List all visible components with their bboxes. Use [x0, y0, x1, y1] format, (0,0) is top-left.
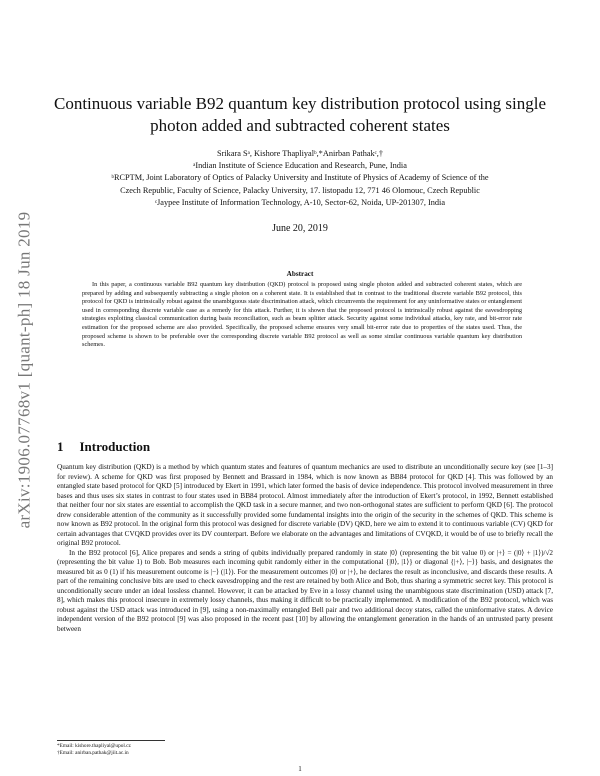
- paragraph: In the B92 protocol [6], Alice prepares and sends a string of qubits individually prepared randomly in state |0⟩ (representing the bit value 0) or |+⟩ = (|0⟩ + |1⟩)/√2 (representing the bit value 1) to Bob. Bob measures each incoming qubit randomly either in the computational {|0⟩, |1⟩} or diagonal {|+⟩, |−⟩} basis, and designates the measured bit as 0 (1) if his measurement outcome is |−⟩ (|1⟩). For the measurement outcomes |0⟩ or |+⟩, he declares the result as inconclusive, and discards these results. A part of the remaining conclusive bits are used to check eavesdropping and the rest are retained by both Alice and Bob, thus sharing a symmetric secret key. This protocol is unconditionally secure under an ideal lossless channel. However, it can be attacked by Eve in a lossy channel using the unambiguous state discrimination (USD) attack [7, 8], which makes this protocol insecure in extremely lossy channels, thus making it difficult to be practically implemented. A modification of the B92 protocol, which was robust against the USD attack was introduced in [9], using a non-maximally entangled Bell pair and two additional decoy states, called the uninformative states. A device independent version of the B92 protocol [9] was also proposed in the recent past [10] by allowing the entanglement generation in the hands of an untrusted party present between: [57, 548, 553, 633]
- footnote-email-1: *Email: kishore.thapliyal@upol.cz: [57, 743, 131, 749]
- abstract-heading: Abstract: [286, 270, 314, 278]
- author-block: [60, 148, 540, 209]
- footnote-rule: [57, 740, 165, 741]
- section-heading: [57, 439, 150, 455]
- footnotes: [57, 743, 131, 757]
- abstract-text: In this paper, a continuous variable B92 quantum key distribution (QKD) protocol is proposed using single photon added and subtracted coherent states, which are prepared by adding and subsequently subtracting a single photon on a coherent state. It is established that in contrast to the traditional discrete variable B92 protocol, this protocol for QKD is intrinsically robust against the unambiguous state discrimination attack, which circumvents the requirement for any uninformative states or entanglement used in corresponding discrete variable case as a remedy for this attack. Further, it is shown that the proposed protocol is intrinsically robust against the eavesdropping strategies exploiting classical communication during basis reconciliation, such as beam splitter attack. Security against some individual attacks, key rate, and bit-error rate estimation for the proposed scheme are also provided. Specifically, the proposed scheme ensures very small bit-error rate due to properties of the states used. Thus, the proposed scheme is shown to be preferable over the corresponding discrete variable B92 protocol as well as some similar continuous variable quantum key distribution schemes.: [82, 281, 522, 349]
- affiliation-3: ᶜJaypee Institute of Information Technology, A-10, Sector-62, Noida, UP-201307, India: [154, 197, 446, 207]
- section-number: 1: [57, 439, 64, 454]
- title-line-1: Continuous variable B92 quantum key distribution protocol using single: [53, 94, 546, 113]
- paragraph: Quantum key distribution (QKD) is a method by which quantum states and features of quantum mechanics are used to distribute an unconditionally secure key (see [1–3] for review). A scheme for QKD was first proposed by Bennett and Brassard in 1984, which is now known as BB84 protocol for QKD [4]. This was followed by an entangled state based protocol for QKD [5] introduced by Ekert in 1991, which later formed the basis of device independence. This protocol involved measurement in three bases and thus uses six states in contrast to four states used in BB84 protocol. Almost immediately after the introduction of Ekert’s protocol, in 1992, Bennett established that neither four nor six states are essential to accomplish the QKD task in a secure manner, and two non-orthogonal states are sufficient to perform QKD [6]. The protocol drew considerable attention of the community as it successfully provided some fundamental insights into the origin of the security in the schemes of QKD. This scheme is now known as B92 protocol. In the original form this protocol was designed for discrete variable (DV) QKD, here we aim to extend it to continuous variable (CV) QKD for certain advantages that CVQKD provides over its DV counterpart. Before we elaborate on the advantages and limitations of CVQKD, it would be of use to briefly recall the original B92 protocol.: [57, 463, 553, 547]
- affiliation-2-cont: Czech Republic, Faculty of Science, Palacky University, 17. listopadu 12, 771 46 Olomouc, Czech Republic: [120, 185, 480, 195]
- affiliation-2: ᵇRCPTM, Joint Laboratory of Optics of Palacky University and Institute of Physics of Academy of Science of the: [111, 173, 489, 183]
- paper-date: June 20, 2019: [272, 223, 328, 234]
- arxiv-identifier: arXiv:1906.07768v1 [quant-ph] 18 Jun 2019: [14, 211, 34, 529]
- title-line-2: photon added and subtracted coherent states: [150, 116, 450, 135]
- body-text: [57, 463, 553, 634]
- footnote-email-2: †Email: anirban.pathak@jiit.ac.in: [57, 749, 129, 756]
- author-list: Srikara Sᵃ, Kishore Thapliyalᵇ,*Anirban Pathakᶜ,†: [216, 149, 384, 158]
- paper-title: [50, 93, 550, 137]
- affiliation-1: ᵃIndian Institute of Science Education and Research, Pune, India: [193, 161, 407, 171]
- section-title: Introduction: [79, 439, 151, 454]
- page-number: 1: [298, 765, 302, 773]
